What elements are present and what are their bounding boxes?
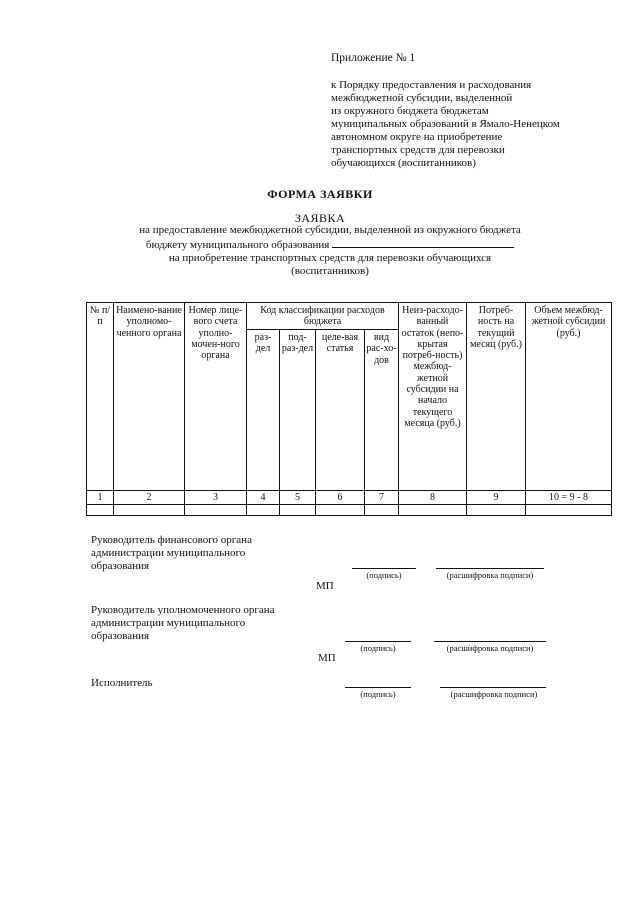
column-number: 7 xyxy=(365,491,399,505)
table-data-row xyxy=(87,505,612,516)
decode-caption: (расшифровка подписи) xyxy=(450,689,538,699)
signature-label-line: администрации муниципального xyxy=(91,617,246,629)
column-number: 5 xyxy=(280,491,316,505)
stamp-place-label: МП xyxy=(316,580,334,592)
application-line: на предоставление межбюджетной субсидии, выделенной из окружного бюджета xyxy=(139,224,521,236)
application-line: на приобретение транспортных средств для перевозки обучающихся xyxy=(168,252,492,264)
application-line-with-field xyxy=(90,237,570,252)
signature-label-line: администрации муниципального xyxy=(91,547,246,559)
signature-label-finance xyxy=(91,534,252,573)
table-cell[interactable] xyxy=(399,505,467,516)
column-number: 9 xyxy=(467,491,526,505)
form-title: ФОРМА ЗАЯВКИ xyxy=(267,187,373,201)
table-cell[interactable] xyxy=(316,505,365,516)
stamp-place-label: МП xyxy=(318,652,336,664)
signature-label-executor xyxy=(91,677,153,690)
application-line: бюджету муниципального образования xyxy=(145,239,330,251)
header-name: Наимено-вание уполномо-ченного органа xyxy=(114,303,185,491)
decode-signature-line[interactable] xyxy=(434,641,546,642)
header-code-group: Код классификации расходов бюджета xyxy=(247,303,399,330)
signature-label-line: Руководитель финансового органа xyxy=(91,534,252,546)
appendix-header xyxy=(331,52,611,170)
table-cell[interactable] xyxy=(247,505,280,516)
signature-label-line: образования xyxy=(91,560,150,572)
appendix-line: обучающихся (воспитанников) xyxy=(331,157,476,169)
column-number: 6 xyxy=(316,491,365,505)
signature-label-authorized xyxy=(91,604,275,643)
header-num: № п/п xyxy=(87,303,114,491)
application-line: (воспитанников) xyxy=(291,265,369,277)
header-vid: вид рас-хо-дов xyxy=(365,330,399,491)
signature-label-line: Руководитель уполномоченного органа xyxy=(91,604,275,616)
signature-caption: (подпись) xyxy=(360,689,396,699)
header-article: целе-вая статья xyxy=(316,330,365,491)
header-account: Номер лице-вого счета уполно-мочен-ного органа xyxy=(185,303,247,491)
table-cell[interactable] xyxy=(467,505,526,516)
appendix-line: межбюджетной субсидии, выделенной xyxy=(331,92,513,104)
table-cell[interactable] xyxy=(114,505,185,516)
appendix-line: к Порядку предоставления и расходования xyxy=(331,79,532,91)
header-unused: Неиз-расходо-ванный остаток (непо-крытая потреб-ность) межбюд-жетной субсидии на начало текущего месяца (руб.) xyxy=(399,303,467,491)
column-number: 4 xyxy=(247,491,280,505)
signature-line[interactable] xyxy=(352,568,416,569)
column-number: 2 xyxy=(114,491,185,505)
table-header-row xyxy=(87,303,612,330)
column-number: 8 xyxy=(399,491,467,505)
appendix-line: автономном округе на приобретение xyxy=(331,131,503,143)
table-cell[interactable] xyxy=(526,505,612,516)
appendix-title: Приложение № 1 xyxy=(331,52,416,64)
decode-caption: (расшифровка подписи) xyxy=(446,570,534,580)
header-need: Потреб-ность на текущий месяц (руб.) xyxy=(467,303,526,491)
decode-signature-line[interactable] xyxy=(440,687,546,688)
municipality-field[interactable] xyxy=(332,237,514,248)
table-cell[interactable] xyxy=(87,505,114,516)
decode-signature-line[interactable] xyxy=(436,568,544,569)
header-volume: Объем межбюд-жетной субсидии (руб.) xyxy=(526,303,612,491)
signature-label-line: Исполнитель xyxy=(91,677,153,689)
column-number: 3 xyxy=(185,491,247,505)
appendix-line: транспортных средств для перевозки xyxy=(331,144,505,156)
table-cell[interactable] xyxy=(365,505,399,516)
signature-line[interactable] xyxy=(345,687,411,688)
header-razdel: раз-дел xyxy=(247,330,280,491)
table-cell[interactable] xyxy=(185,505,247,516)
signature-label-line: образования xyxy=(91,630,150,642)
application-table xyxy=(86,302,612,516)
decode-caption: (расшифровка подписи) xyxy=(446,643,534,653)
application-title: ЗАЯВКА xyxy=(294,211,346,225)
signature-caption: (подпись) xyxy=(366,570,402,580)
header-podrazdel: под-раз-дел xyxy=(280,330,316,491)
table-cell[interactable] xyxy=(280,505,316,516)
application-subtitle xyxy=(90,224,570,278)
signature-caption: (подпись) xyxy=(360,643,396,653)
signature-line[interactable] xyxy=(345,641,411,642)
appendix-line: муниципальных образований в Ямало-Ненецком xyxy=(331,118,560,130)
column-number: 1 xyxy=(87,491,114,505)
column-number-row xyxy=(87,491,612,505)
appendix-line: из окружного бюджета бюджетам xyxy=(331,105,489,117)
column-number: 10 = 9 - 8 xyxy=(526,491,612,505)
